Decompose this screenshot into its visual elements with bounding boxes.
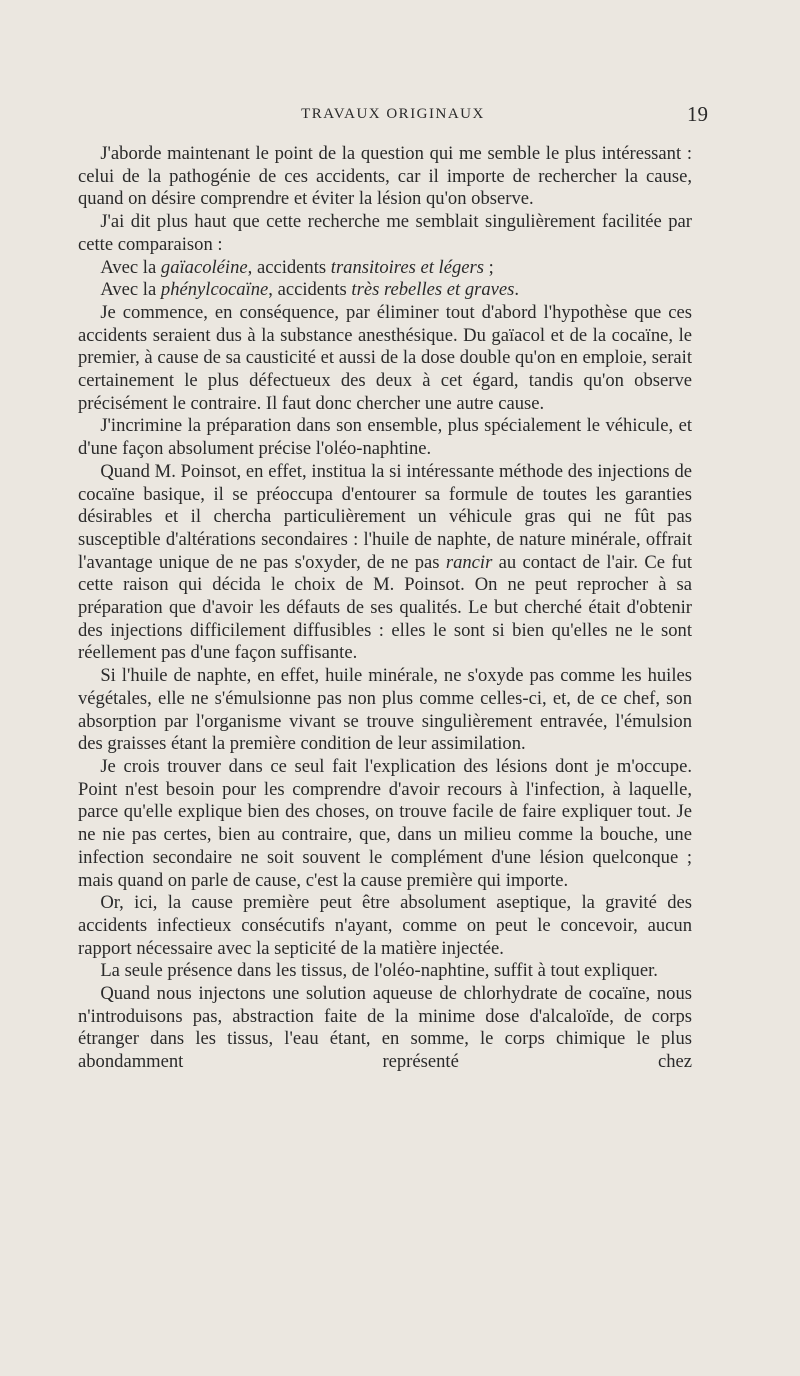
page-header: [78, 102, 708, 134]
paragraph: Si l'huile de naphte, en effet, huile minérale, ne s'oxyde pas comme les huiles végétales, elle ne s'émulsionne pas non plus comme celles-ci, et, de ce chef, son absorption par l'organisme vivant se trouve singulièrement entravée, l'émulsion des graisses étant la première condition de leur assimilation.: [78, 665, 692, 755]
paragraph: Or, ici, la cause première peut être absolument aseptique, la gravité des accidents infectieux consécutifs n'ayant, comme on peut le concevoir, aucun rapport nécessaire avec la septicité de la matière injectée.: [78, 892, 692, 959]
comparison-suffix: .: [514, 279, 520, 301]
running-title: TRAVAUX ORIGINAUX: [301, 106, 485, 122]
paragraph: Je commence, en conséquence, par éliminer tout d'abord l'hypothèse que ces accidents seraient dus à la substance anesthésique. Du gaïacol et de la cocaïne, le premier, à cause de sa causticité et aussi de la dose double qu'on en emploie, serait certainement le plus défectueux des deux à cet égard, tandis qu'on observe précisément le contraire. Il faut donc chercher une autre cause.: [78, 301, 692, 414]
comparison-prefix: Avec la: [100, 256, 157, 278]
comparison-term: phénylcocaïne: [160, 279, 269, 301]
comparison-middle: , accidents: [247, 256, 327, 278]
comparison-qualifier: transitoires et légers: [330, 256, 484, 278]
paragraph: Je crois trouver dans ce seul fait l'explication des lésions dont je m'occupe. Point n'est besoin pour les comprendre d'avoir recours à l'infection, à laquelle, parce qu'elle explique bien des choses, on trouve facile de faire expliquer tout. Je ne nie pas certes, bien au contraire, que, dans un milieu comme la bouche, une infection secondaire ne soit souvent le complément d'une lésion quelconque ; mais quand on parle de cause, c'est la cause première qui importe.: [78, 755, 692, 891]
comparison-middle: , accidents: [268, 279, 347, 301]
comparison-qualifier: très rebelles et graves: [351, 279, 515, 301]
comparison-term: gaïacoléine: [160, 256, 248, 278]
emphasis: rancir: [445, 551, 493, 573]
paragraph: [78, 461, 692, 665]
paragraph: J'incrimine la préparation dans son ensemble, plus spécialement le véhicule, et d'une façon absolument précise l'oléo-naphtine.: [78, 415, 692, 460]
body-text: [78, 143, 692, 1074]
paragraph-text: au contact de l'air. Ce fut cette raison qui décida le choix de M. Poinsot. On ne peut reprocher à sa préparation que d'avoir les défauts de ses qualités. Le but cherché était d'obtenir des injections difficilement diffusibles : elles le sont si bien qu'elles ne le sont réellement pas d'une façon suffisante.: [78, 551, 692, 664]
page-number: 19: [687, 102, 708, 126]
paragraph: Quand nous injectons une solution aqueuse de chlorhydrate de cocaïne, nous n'introduisons pas, abstraction faite de la minime dose d'alcaloïde, de corps étranger dans les tissus, l'eau étant, en somme, le corps chimique le plus abondamment représenté chez: [78, 983, 692, 1073]
paragraph-text: Quand M. Poinsot, en effet, institua la si intéressante méthode des injections de cocaïne basique, il se préoccupa d'entourer sa formule de toutes les garanties désirables et il chercha particulièrement un véhicule gras qui ne fût pas susceptible d'altérations secondaires : l'huile de naphte, de nature minérale, offrait l'avantage unique de ne pas s'oxyder, de ne pas: [78, 460, 692, 573]
paragraph: J'ai dit plus haut que cette recherche me semblait singulièrement facilitée par cette comparaison :: [78, 211, 692, 255]
paragraph: La seule présence dans les tissus, de l'oléo-naphtine, suffit à tout expliquer.: [100, 960, 658, 982]
comparison-suffix: ;: [484, 256, 494, 278]
comparison-line: [78, 257, 692, 280]
comparison-prefix: Avec la: [100, 279, 157, 301]
paragraph: J'aborde maintenant le point de la question qui me semble le plus intéressant : celui de la pathogénie de ces accidents, car il importe de rechercher la cause, quand on désire comprendre et éviter la lésion qu'on observe.: [78, 143, 692, 210]
comparison-line: [78, 279, 692, 302]
